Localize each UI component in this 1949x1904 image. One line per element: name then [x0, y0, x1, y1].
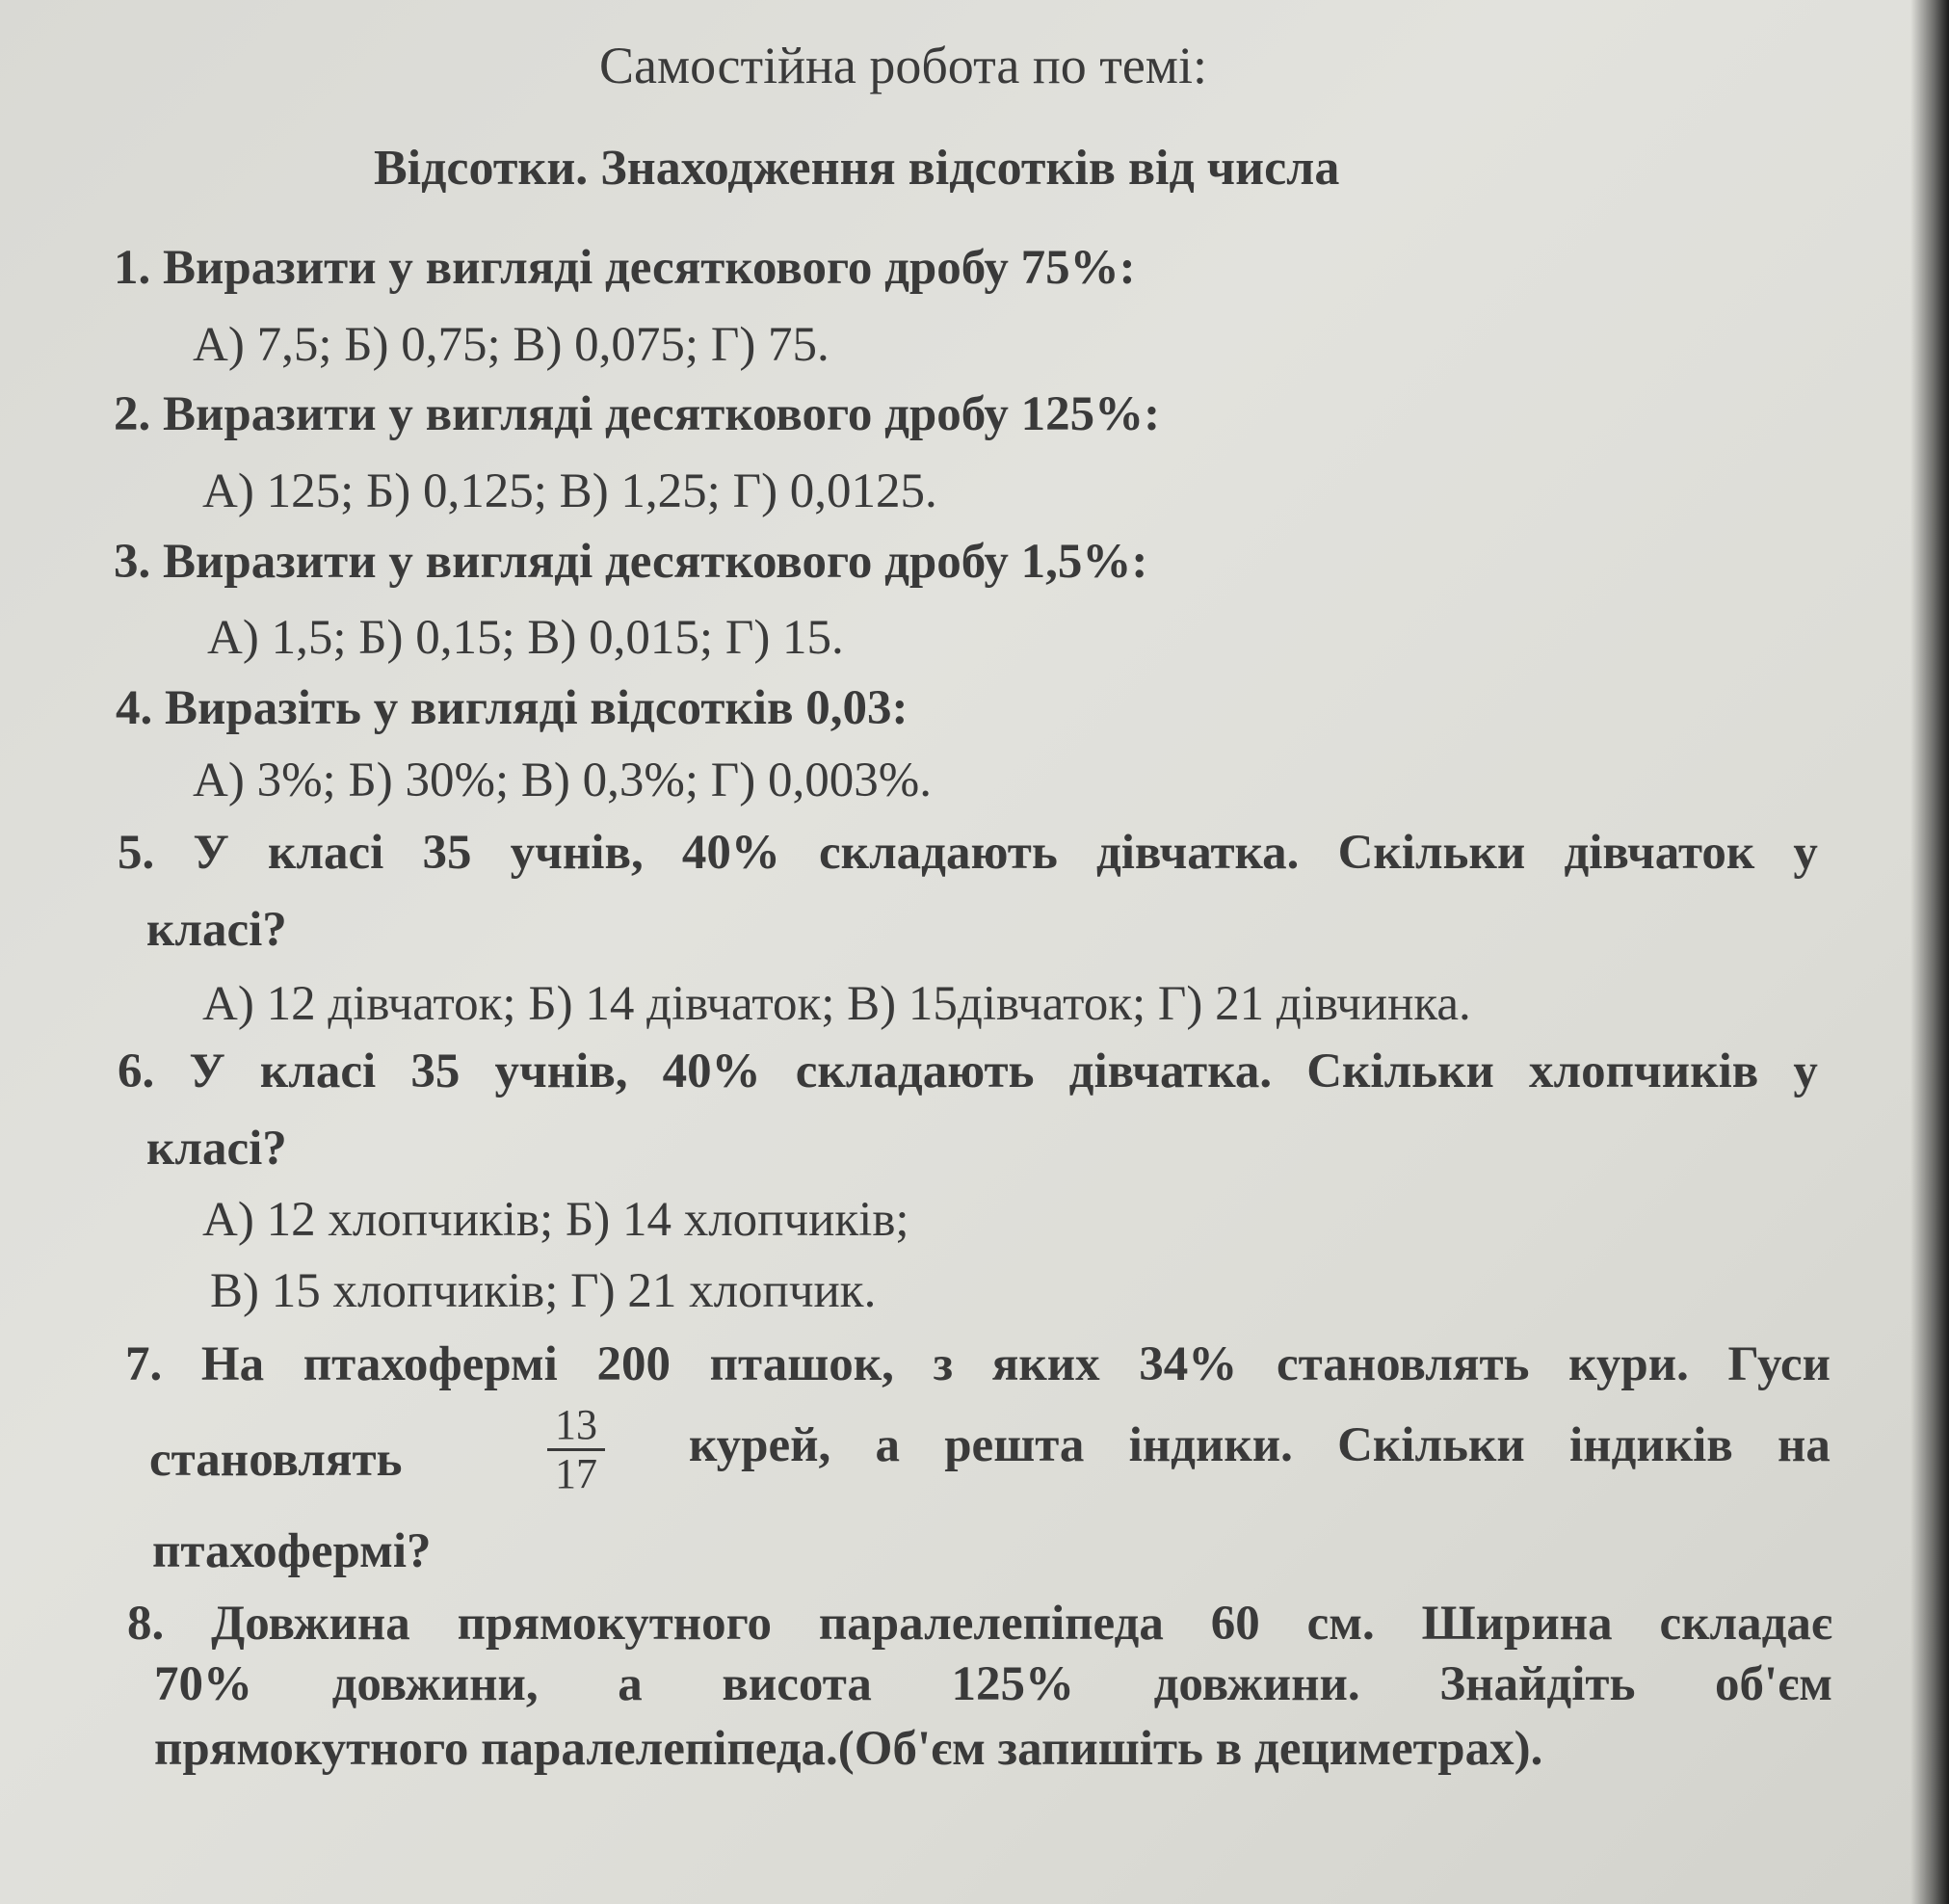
question-1-text: 1. Виразити у вигляді десяткового дробу 75%: [114, 241, 1136, 295]
question-2-text: 2. Виразити у вигляді десяткового дробу 125%: [114, 387, 1161, 441]
question-8-line-3: прямокутного паралелепіпеда.(Об'єм запишіть в дециметрах). [154, 1722, 1543, 1776]
question-3-text: 3. Виразити у вигляді десяткового дробу 1,5%: [114, 535, 1148, 589]
worksheet-title: Самостійна робота по темі: [599, 37, 1207, 94]
question-6-line-2: класі? [146, 1122, 287, 1176]
question-3-options: А) 1,5; Б) 0,15; В) 0,015; Г) 15. [207, 611, 844, 665]
question-1-options: А) 7,5; Б) 0,75; В) 0,075; Г) 75. [193, 318, 830, 372]
question-2-options: А) 125; Б) 0,125; В) 1,25; Г) 0,0125. [202, 464, 937, 518]
question-6-options-2: В) 15 хлопчиків; Г) 21 хлопчик. [210, 1264, 877, 1318]
question-4-options: А) 3%; Б) 30%; В) 0,3%; Г) 0,003%. [193, 754, 932, 807]
question-6-options-1: А) 12 хлопчиків; Б) 14 хлопчиків; [202, 1193, 909, 1247]
question-8-line-1: 8. Довжина прямокутного паралелепіпеда 60 см. Ширина складає [127, 1597, 1832, 1651]
question-5-line-1: 5. У класі 35 учнів, 40% складають дівчатка. Скільки дівчаток у [118, 826, 1818, 880]
question-5-options: А) 12 дівчаток; Б) 14 дівчаток; В) 15дівчаток; Г) 21 дівчинка. [202, 977, 1471, 1031]
fraction-denominator: 17 [555, 1450, 597, 1497]
dark-page-edge [1910, 0, 1949, 1904]
question-7-line-1: 7. На птахофермі 200 пташок, з яких 34% становлять кури. Гуси [125, 1337, 1830, 1391]
question-8-line-2: 70% довжини, а висота 125% довжини. Знайдіть об'єм [154, 1657, 1832, 1711]
question-7-line-2-end: курей, а решта індики. Скільки індиків на [689, 1418, 1830, 1472]
fraction-numerator: 13 [547, 1402, 605, 1451]
question-7-line-2-start: становлять [149, 1433, 403, 1487]
question-5-line-2: класі? [146, 903, 287, 957]
fraction-13-17 [547, 1402, 605, 1497]
question-4-text: 4. Виразіть у вигляді відсотків 0,03: [116, 681, 909, 735]
worksheet-subtitle: Відсотки. Знаходження відсотків від числа [374, 141, 1340, 196]
question-6-line-1: 6. У класі 35 учнів, 40% складають дівчатка. Скільки хлопчиків у [118, 1045, 1818, 1098]
question-7-line-3: птахофермі? [152, 1524, 432, 1578]
